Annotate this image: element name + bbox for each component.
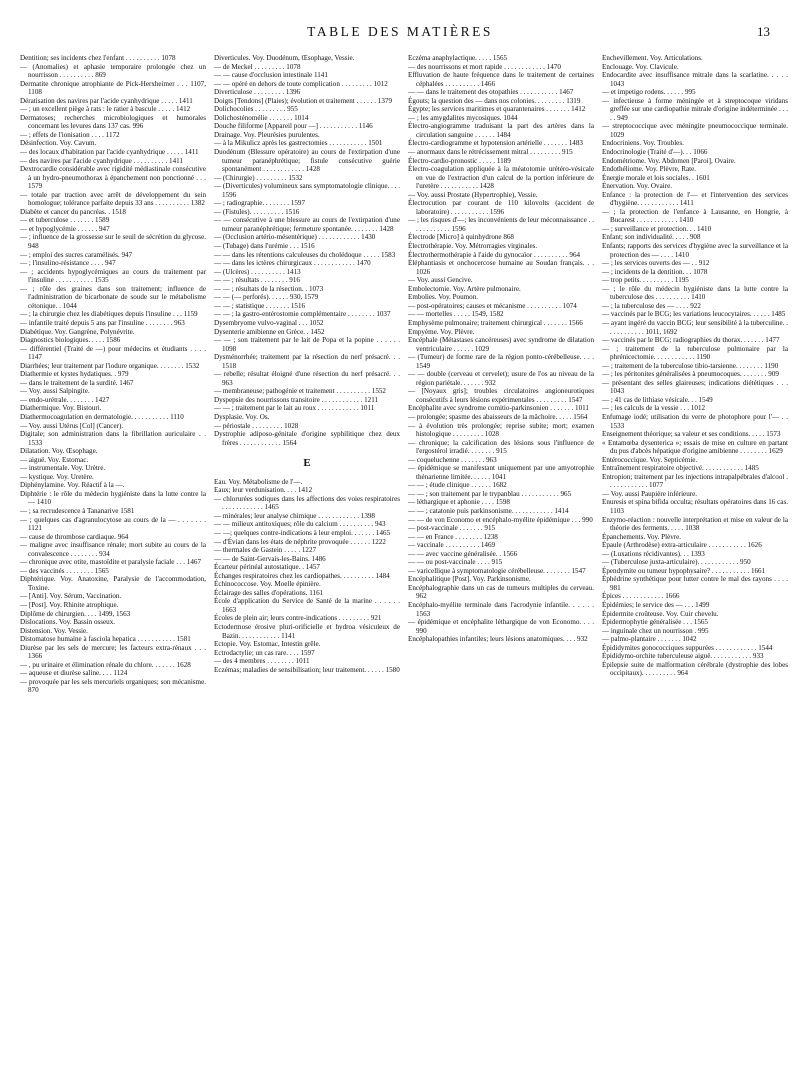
- index-entry: Diathermocoagulation en dermatologie. . . . . . . . . . . 1110: [20, 412, 184, 421]
- index-entry: — (Luxations récidivantes). . . 1393: [602, 549, 705, 558]
- index-entry: — ; la tuberculose des — . . . . 922: [602, 301, 701, 310]
- index-entry: Enfant; son individualité. . . . . 908: [602, 233, 701, 242]
- index-entry: Ectodermose érosive pluri-orificielle et hydroa vésiculeux de Bazin. . . . . . . . . . . . 1141: [214, 623, 400, 640]
- index-entry: — [Post]. Voy. Rhinite atrophique.: [20, 601, 119, 609]
- page-header: [0, 22, 800, 44]
- index-entry: — Voy. aussi Salpingite.: [20, 387, 90, 396]
- index-entry: — (Anomalies) et aphasie temporaire prolongée chez un nourrisson . . . . . . . . . . 869: [20, 62, 206, 80]
- index-entry: Ectopie. Voy. Estomac, Intestin grêle.: [214, 640, 321, 649]
- index-entry: — post-vaccinale . . . . . . . 915: [408, 524, 496, 533]
- index-entry: Embolectomie. Voy. Artère pulmonaire.: [408, 284, 521, 293]
- index-entry: Ectrodactylie; un cas rare. . . . 1597: [214, 648, 315, 657]
- index-entry: — — dans les rétentions calculeuses du cholédoque . . . . . 1583: [214, 250, 396, 259]
- page-number: 13: [757, 24, 770, 39]
- index-entry: — cause de thrombose cardiaque. 964: [20, 532, 129, 541]
- index-entry: — vaccinés par le BCG; radiographies du thorax. . . . . . . 1477: [602, 336, 780, 345]
- index-entry: — et tuberculose . . . . . . . 1589: [20, 216, 110, 225]
- index-entry: Électro-cardio-pronostic . . . . . 1189: [408, 156, 511, 165]
- index-entry: Électrode [Micro] à quinhydrone 868: [408, 233, 514, 242]
- index-entry: — ; la protection de l'enfance à Lausanne, en Hongrie, à Bucarest . . . . . . . . . . . . 1410: [602, 207, 788, 225]
- index-entry: Dystrophie adiposo-génitale d'origine syphilitique chez deux frères . . . . . . . . . . . . 1564: [214, 430, 400, 447]
- index-entry: Épendymite ou tumeur hypophysaire? . . . . . . . . . . . 1661: [602, 566, 766, 575]
- index-entry: Égouts; la question des — dans nos colonies. . . . . . . . . 1319: [408, 96, 581, 105]
- index-entry: — ayant ingéré du vaccin BCG; leur sensibilité à la tuberculine. . . . . . . . . . . . 1011, 1692: [602, 318, 788, 336]
- index-entry: — prolongée; spasme des abaisseurs de la mâchoire. . . . . 1564: [408, 412, 588, 421]
- index-entry: Enzymo-réaction : nouvelle interprétation et mise en valeur de la théorie des ferments. . . . . 1038: [602, 515, 788, 533]
- index-entry: — — double (cerveau et cervelet); usure de l'os au niveau de la région pariétale. . . . . . . 932: [408, 370, 594, 387]
- index-entry: — trop petits. . . . . . . . . . 1195: [602, 276, 689, 285]
- index-entry: Épididymo-orchite tuberculeuse aiguë. . . . . . . . . . . . 933: [602, 652, 764, 661]
- index-entry: — aiguë. Voy. Estomac.: [20, 455, 89, 464]
- index-entry: Dyspepsie des nourrissons transitoire . . . . . . . . . . . . 1211: [214, 395, 379, 404]
- index-entry: — minérales; leur analyse chimique . . . . . . . . . . . . 1398: [214, 511, 375, 520]
- section-letter: E: [303, 457, 311, 470]
- index-entry: Diathermie et kystes hydatiques. . 979: [20, 370, 129, 379]
- index-entry: — ; emploi des sucres caramélisés. 947: [20, 250, 133, 259]
- index-entry: Encéphalite avec syndrome comitio-parkinsonien . . . . . . . 1011: [408, 404, 589, 413]
- index-entry: Diabétique. Voy. Gangrène, Polynévrite.: [20, 327, 135, 336]
- index-entry: Enfance : la protection de l'— et l'intervention des services d'hygiène. . . . . . . . . . . . 1411: [602, 190, 788, 208]
- index-entry: — (Diverticules) volumineux sans symptomatologie clinique. . . . 1596: [214, 182, 400, 199]
- index-entry: Diplôme de chirurgien. . . . 1499, 1563: [20, 609, 131, 618]
- index-entry: Enseignement théorique; sa valeur et ses conditions. . . . . 1573: [602, 430, 781, 439]
- index-entry: — —; quelques contre-indications à leur emploi. . . . . . . 1465: [214, 528, 391, 537]
- index-entry: — ; les calculs de la vessie . . . 1012: [602, 404, 706, 413]
- index-entry: Distension. Voy. Vessie.: [20, 626, 88, 635]
- index-entry: — ; les risques d'—; les inconvénients de leur méconnaissance . . . . . . . . . . . . 1596: [408, 216, 594, 233]
- index-entry: Encéphalitique [Post]. Voy. Parkinsonisme.: [408, 575, 531, 584]
- index-entry: Dysenterie amibienne en Grèce. . 1452: [214, 327, 325, 336]
- index-entry: Énervation. Voy. Ovaire.: [602, 182, 673, 191]
- index-entry: — inguinale chez un nourrisson . 995: [602, 626, 709, 635]
- index-entry: Écarteur périnéal autostatique. . 1457: [214, 563, 320, 572]
- page-title: TABLE DES MATIÈRES: [307, 24, 493, 39]
- index-entry: Eau. Voy. Métabolisme de l'—.: [214, 477, 303, 486]
- index-entry: Endothéliome. Voy. Plèvre, Rate.: [602, 165, 697, 174]
- index-entry: Électrocution par courant de 110 kilovolts (accident de laboratoire) . . . . . . . . . . . 1596: [408, 199, 594, 216]
- index-entry: « Entamœba dysenterica »; essais de mise en culture en partant du pus d'abcès hépatique d'origine amibienne . . . . . . . . 1629: [602, 438, 788, 456]
- index-entry: École d'application du Service de Santé de la marine . . . . . . 1663: [214, 597, 400, 614]
- index-entry: Dysménorrhée; traitement par la résection du nerf présacré. . . 1518: [214, 353, 400, 370]
- index-entry: — (Tumeur) de forme rare de la région ponto-cérébelleuse. . . . 1549: [408, 353, 594, 370]
- index-entry: Endocardite avec insuffisance mitrale dans la scarlatine. . . . . 1043: [602, 71, 788, 88]
- index-entry: Écoles de plein air; leurs contre-indications . . . . . . . . . 921: [214, 614, 382, 623]
- index-entry: Échinococcose. Voy. Moelle épinière.: [214, 580, 321, 589]
- index-entry: — (Tubage) dans l'urémie . . . 1516: [214, 242, 315, 251]
- index-entry: Électro-angiogramme traduisant la part des artères dans la circulation sanguine . . . . . . 1484: [408, 122, 594, 139]
- index-entry: — — de Saint-Gervais-les-Bains. 1486: [214, 554, 326, 563]
- index-entry: — ; l'insulino-résistance . . . . 947: [20, 259, 116, 268]
- index-entry: — ; traitement de la tuberculose pulmonaire par la phrénicectomie. . . . . . . . . . . . 1190: [602, 344, 788, 362]
- index-entry: — [Noyaux gris]; troubles circulatoires angioneurotiques consécutifs à leurs lésions expérimentales . . . . . . . . . 1547: [408, 387, 594, 404]
- index-entry: Encéphale (Métastases cancéreuses) avec syndrome de dilatation ventriculaire . . . . . . 1029: [408, 336, 594, 353]
- index-entry: — kystique. Voy. Uretère.: [20, 472, 94, 481]
- index-entry: Éléphantiasis et onchocercose humaine au Soudan français. . . 1026: [408, 259, 594, 276]
- index-entry: — — ; statistique . . . . . . . 1516: [214, 301, 306, 310]
- index-entry: Épidémies; le service des — . . . 1499: [602, 601, 710, 609]
- index-entry: — — ; résultats . . . . . . . . 916: [214, 276, 300, 285]
- index-entry: — ; accidents hypoglycémiques au cours du traitement par l'insuline . . . . . . . . . . . 1535: [20, 267, 206, 285]
- index-entry: — instrumentale. Voy. Urètre.: [20, 464, 106, 473]
- index-entry: — de Meckel . . . . . . . . . 1078: [214, 62, 301, 71]
- index-entry: Électro-cardiogramme et hypotension artérielle . . . . . . . 1483: [408, 139, 583, 148]
- index-entry: Dextrocardie considérable avec rigidité médiastinale consécutive à un hydro-pneumothorax à épanchement non ponctionné . . . 1579: [20, 165, 206, 191]
- index-entry: Enfants; rapports des services d'hygiène avec la surveillance et la protection des — . . . . 1410: [602, 242, 788, 259]
- index-entry: Encéphalopathies infantiles; leurs lésions anatomiques. . . . 932: [408, 635, 588, 644]
- index-entry: — — mortelles . . . . . 1549, 1582: [408, 310, 504, 319]
- index-entry: — (Ulcères) . . . . . . . . . . 1413: [214, 267, 301, 276]
- index-entry: — — cause d'occlusion intestinale 1141: [214, 71, 328, 80]
- index-entry: — — ; catatonie puis parkinsonisme. . . . . . . . . . . . 1414: [408, 506, 569, 515]
- index-entry: — infantile traité depuis 5 ans par l'insuline . . . . . . . . 963: [20, 318, 185, 327]
- index-entry: Épilepsie suite de malformation cérébrale (dystrophie des lobes occipitaux). . . . . . . . . . 964: [602, 660, 788, 678]
- index-entry: Duodénum (Blessure opératoire) au cours de l'extirpation d'une tumeur paranéphrétique; fistule consécutive guérie spontanément . . . . . . . . . . . . 1428: [214, 148, 400, 174]
- index-entry: Électrothermothérapie à l'aide du gynocaïor . . . . . . . . . . 964: [408, 250, 581, 259]
- index-entry: — à la Mikulicz après les gastrectomies . . . . . . . . . . . 1501: [214, 139, 383, 148]
- index-entry: Énergie morale et lois sociales. . 1601: [602, 173, 710, 182]
- index-entry: Électro-coagulation appliquée à la méatotomie urétéro-vésicale en vue de l'extraction d'un calcul de la portion inférieure de l'uretère . . . . . . . . . . . 1428: [408, 165, 594, 191]
- index-entry: — (Fistules). . . . . . . . . . 1516: [214, 207, 300, 216]
- index-entry: — à évolution très prolongée; reprise subite; mort; examen histologique . . . . . . . . . 1028: [408, 421, 594, 439]
- index-entry: Eczéma anaphylactique. . . . . 1565: [408, 54, 508, 62]
- index-entry: Épices . . . . . . . . . . . . 1666: [602, 592, 680, 601]
- index-entry: — coqueluchenne . . . . . . . 963: [408, 455, 497, 464]
- index-column-4: [602, 54, 788, 1076]
- index-entry: — ; rôle des graines dans son traitement; influence de l'administration de bicarbonate de soude sur le métabolisme cétonique. . 1044: [20, 284, 206, 310]
- index-entry: Diphénylamine. Voy. Réactif à la —.: [20, 481, 125, 490]
- index-entry: — Voy. aussi Prostate (Hypertrophie), Vessie.: [408, 190, 538, 199]
- index-entry: — — opéré en dehors de toute complication . . . . . . . . . 1012: [214, 79, 388, 88]
- index-entry: Diphtérie : le rôle du médecin hygiéniste dans la lutte contre la — 1410: [20, 489, 206, 507]
- index-entry: — d'Évian dans les états de néphrite provoquée . . . . . . 1222: [214, 537, 386, 546]
- index-entry: — et hypoglycémie . . . . . . 947: [20, 224, 110, 233]
- index-entry: — (Tuberculose juxta-articulaire). . . . . . . . . . . . 950: [602, 558, 751, 567]
- index-entry: Diurèse par les sels de mercure; les facteurs extra-rénaux . . . 1366: [20, 643, 206, 661]
- index-entry: — — ; son traitement par le trypanblau . . . . . . . . . . . 965: [408, 489, 572, 498]
- index-entry: — ; le rôle du médecin hygiéniste dans la lutte contre la tuberculose des . . . . . . . . . . 1410: [602, 284, 788, 302]
- index-entry: — Voy. aussi Gencive.: [408, 276, 473, 285]
- index-entry: Dératisation des navires par l'acide cyanhydrique . . . . . 1411: [20, 96, 193, 105]
- index-entry: — — consécutive à une blessure au cours de l'extirpation d'une tumeur paranéphrétique; fermeture spontanée. . . . . . . . 1428: [214, 216, 400, 233]
- index-entry: Diverticulose . . . . . . . . . 1396: [214, 88, 301, 97]
- index-entry: — présentant des selles glaireuses; indications diététiques . . . 1043: [602, 378, 788, 396]
- index-entry: — chronique; la calcification des lésions sous l'influence de l'ergostérol irradié. . . . . . . . 915: [408, 438, 594, 456]
- index-entry: — — ; son traitement par le lait de Popa et la popine . . . . . . 1098: [214, 336, 400, 353]
- index-entry: Dysembryome vulvo-vaginal . . . 1052: [214, 318, 324, 327]
- index-entry: — — en France . . . . . . . . 1238: [408, 532, 498, 541]
- index-entry: Doigts [Tendons] (Plaies); évolution et traitement . . . . . . 1379: [214, 96, 392, 105]
- index-entry: — rebelle; résultat éloigné d'une résection du nerf présacré. . . 963: [214, 370, 400, 387]
- index-entry: — épidémique et encéphalite léthargique de von Economo. . . . 990: [408, 618, 594, 635]
- index-entry: Endocrinologie (Traité d'—). . . 1066: [602, 148, 708, 157]
- index-entry: Désinfection. Voy. Cavum.: [20, 139, 97, 148]
- index-entry: — vaccinés par le BCG; les variations leucocytaires. . . . . . 1485: [602, 310, 786, 319]
- index-entry: Éphédrine synthétique pour lutter contre le mal des rayons . . . . 981: [602, 575, 788, 592]
- index-entry: Entraînement respiratoire objectivé. . . . . . . . . . . . 1485: [602, 464, 759, 473]
- index-entry: — (Occlusion artério-mésentérique) . . . . . . . . . . . . 1430: [214, 233, 376, 242]
- index-entry: Électrothérapie. Voy. Métrorragies virginales.: [408, 242, 538, 251]
- index-entry: Dilatation. Voy. Œsophage.: [20, 447, 98, 456]
- index-entry: Endocriniens. Voy. Troubles.: [602, 139, 684, 148]
- index-entry: Épididymites gonococciques suppurées . . . . . . . . . . . . 1544: [602, 643, 773, 652]
- index-entry: — ; influence de la grossesse sur le seuil de sécrétion du glycose. 948: [20, 233, 206, 251]
- index-entry: Diagnostics biologiques. . . . . 1586: [20, 336, 121, 345]
- index-entry: Entropion; traitement par les injections intrapalpébrales d'alcool . . . . . . . . . . . . 1077: [602, 472, 788, 490]
- index-entry: Emphysème pulmonaire; traitement chirurgical . . . . . . . 1566: [408, 318, 583, 327]
- index-entry: — (Chirurgie) . . . . . . . . . 1532: [214, 173, 303, 182]
- index-entry: — — ; résultats de la résection. . 1073: [214, 284, 324, 293]
- index-entry: — épidémique se manifestant uniquement par une amyotrophie thénarienne limitée. . . . . . 1041: [408, 464, 594, 481]
- index-entry: — infectieuse à forme méningée et à streptocoque viridans greffée sur une cardiopathie mitrale d'origine indéterminée . . . . . 949: [602, 96, 788, 122]
- index-entry: Diarrhées; leur traitement par l'iodure organique. . . . . . . . 1532: [20, 361, 200, 370]
- index-entry: Effluvation de haute fréquence dans le traitement de certaines céphalées . . . . . . . . . . 1466: [408, 71, 594, 88]
- index-entry: — [Anti]. Voy. Sérum, Vaccination.: [20, 592, 122, 601]
- index-entry: Eczémas; maladies de sensibilisation; leur traitement. . . . . . 1580: [214, 665, 400, 674]
- index-entry: Épanchements. Voy. Plèvre.: [602, 532, 682, 541]
- index-entry: — ; quelques cas d'agranulocytose au cours de la — . . . . . . . 1121: [20, 515, 206, 533]
- index-entry: — chlorurées sodiques dans les affections des voies respiratoires . . . . . . . . . . . . 1465: [214, 494, 400, 512]
- index-entry: — — dans le traitement des otopathies . . . . . . . . . . . 1467: [408, 88, 574, 97]
- index-entry: — aqueuse et diurèse saline. . . . 1124: [20, 669, 128, 678]
- index-entry: — ; la chirurgie chez les diabétiques depuis l'insuline . . . 1159: [20, 310, 198, 319]
- index-entry: — palmo-plantaire . . . . . . . 1042: [602, 635, 697, 644]
- index-entry: Douche filiforme [Appareil pour —] . . . . . . . . . . . 1146: [214, 122, 373, 131]
- index-entry: Dermatite chronique atrophiante de Pick-Herxheimer . . . 1107, 1108: [20, 79, 206, 97]
- index-entry: — chronique avec otite, mastoïdite et paralysie faciale . . . 1467: [20, 558, 202, 567]
- index-entry: — — ou post-vaccinale . . . . 915: [408, 558, 503, 567]
- index-entry: — streptococcique avec méningite pneumococcique terminale. 1029: [602, 122, 788, 139]
- index-entry: — varicellique à symptomatologie cérébelleuse. . . . . . . . 1547: [408, 566, 586, 575]
- index-entry: Éclairage des salles d'opérations. 1161: [214, 588, 324, 597]
- index-entry: Diathermique. Voy. Bistouri.: [20, 404, 102, 413]
- index-entry: — membraneuse; pathogénie et traitement . . . . . . . . . . 1552: [214, 387, 386, 396]
- index-entry: Dislocations. Voy. Bassin osseux.: [20, 618, 116, 627]
- index-entry: Diverticules. Voy. Duodénum, Œsophage, Vessie.: [214, 54, 355, 62]
- index-entry: Digitale; son administration dans la fibrillation auriculaire . . 1533: [20, 430, 206, 447]
- index-entry: — ; effets de l'ionisation . . . . 1172: [20, 130, 120, 139]
- index-entry: — ; les amygdalites mycosiques. 1044: [408, 113, 518, 122]
- index-entry: — ; les services ouverts des — . . 912: [602, 259, 710, 268]
- index-entry: Entérococcique. Voy. Septicémie.: [602, 455, 698, 464]
- index-entry: — anormaux dans le rétrécissement mitral . . . . . . . . . 915: [408, 148, 573, 157]
- index-entry: — ; sa recrudescence à Tananarive 1581: [20, 506, 135, 515]
- index-column-1: [20, 54, 206, 1076]
- index-entry: Endométriome. Voy. Abdomen [Paroi], Ovaire.: [602, 156, 736, 165]
- index-entry: Dolichosténomélie . . . . . . . 1014: [214, 113, 309, 122]
- index-entry: — des locaux d'habitation par l'acide cyanhydrique . . . . . 1411: [20, 148, 199, 157]
- index-entry: Diabète et cancer du pancréas. . 1518: [20, 207, 126, 216]
- index-entry: Dermatoses; recherches microbiologiques et humorales concernant les levures dans 137 cas. 996: [20, 113, 206, 131]
- index-entry: — — ; la gastro-entérostomie complémentaire . . . . . . . . 1037: [214, 310, 391, 319]
- index-entry: Épidermophytie généralisée . . . 1565: [602, 618, 708, 627]
- index-entry: — et impetigo rodens. . . . . . 995: [602, 88, 696, 97]
- index-entry: Distomatose humaine à fasciola hepatica . . . . . . . . . . . 1581: [20, 635, 191, 644]
- index-entry: — — dans les ictères chirurgicaux . . . . . . . . . . . . 1470: [214, 259, 371, 268]
- index-entry: Dysplasie. Voy. Os.: [214, 412, 270, 421]
- index-entry: — ; traitement de la tuberculose tibio-tarsienne. . . . . . . . 1190: [602, 361, 779, 370]
- index-entry: — ; un excellent piège à rats : le ratier à bascule . . . . . 1412: [20, 105, 191, 114]
- index-entry: — des nourrissons et mort rapide . . . . . . . . . . . . 1470: [408, 62, 561, 71]
- index-entry: — dans le traitement de la surdité. 1467: [20, 378, 134, 387]
- index-entry: — maligne avec insuffisance rénale; mort subite au cours de la convalescence . . . . . . . . 934: [20, 541, 206, 558]
- index-entry: — ; les péritonites généralisées à pneumocoques. . . . . . . . 909: [602, 370, 779, 379]
- index-entry: Diphtérique. Voy. Anatoxine, Paralysie de l'accommodation, Toxine.: [20, 575, 206, 592]
- index-entry: — périostale . . . . . . . . . 1028: [214, 421, 299, 430]
- index-entry: — des navires par l'acide cyanhydrique . . . . . . . . . . 1411: [20, 156, 183, 165]
- index-entry: Encéphalo-myélite terminale dans l'acrodynie infantile. . . . . . 1563: [408, 601, 594, 618]
- index-entry: — provoquée par les sels mercuriels organiques; son mécanisme. 870: [20, 677, 206, 695]
- index-entry: — thermales de Gastein . . . . . 1227: [214, 546, 317, 555]
- index-entry: Enuresis et spina bifida occulta; résultats opératoires dans 16 cas. 1103: [602, 498, 788, 515]
- index-entry: — — avec vaccine généralisée. . 1566: [408, 549, 518, 558]
- index-entry: Embolies. Voy. Poumon.: [408, 293, 479, 302]
- index-column-2: [214, 54, 400, 1076]
- index-entry: Épaule (Arthrodèse) extra-articulaire . . . . . . . . . . . 1626: [602, 541, 762, 550]
- index-entry: — vaccinale . . . . . . . . . . 1469: [408, 541, 496, 550]
- index-entry: Enclouage. Voy. Clavicule.: [602, 62, 679, 71]
- index-entry: — ; surveillance et protection. . . 1410: [602, 224, 712, 233]
- index-entry: Empyème. Voy. Plèvre.: [408, 327, 475, 336]
- index-columns: [20, 54, 788, 1076]
- index-entry: Drainage. Voy. Pleurésies purulentes.: [214, 130, 320, 139]
- index-entry: — ; radiographie. . . . . . . . 1597: [214, 199, 306, 208]
- index-entry: — différentiel (Traité de —) pour médecins et étudiants . . . . 1147: [20, 344, 206, 362]
- index-entry: Encéphalographie dans un cas de tumeurs multiples du cerveau. 962: [408, 583, 594, 601]
- index-entry: Épidermite croûteuse. Voy. Cuir chevelu.: [602, 609, 719, 618]
- index-entry: — totale par traction avec arrêt de développement du sein homologue; tolérance parfaite depuis 33 ans . . . . . . . . . . 1382: [20, 190, 206, 208]
- index-entry: — — de von Economo et encéphalo-myélite épidémique . . . 990: [408, 515, 593, 524]
- index-entry: — — ; traitement par le lait au roux . . . . . . . . . . . . 1011: [214, 404, 375, 413]
- index-entry: — — (— perforés). . . . . . 930, 1579: [214, 293, 319, 302]
- index-entry: — , pu urinaire et élimination rénale du chlore. . . . . . . 1628: [20, 660, 191, 669]
- index-entry: — — ; étude clinique . . . . . . 1682: [408, 481, 507, 490]
- index-entry: — des vaccinés . . . . . . . . 1565: [20, 566, 109, 575]
- index-entry: — — milieux antitoxiques; rôle du calcium . . . . . . . . . . 943: [214, 520, 386, 529]
- index-entry: — ; 41 cas de lithiase vésicale. . . 1549: [602, 395, 713, 404]
- index-entry: — des 4 membres . . . . . . . . 1011: [214, 657, 310, 666]
- index-entry: Échanges respiratoires chez les cardiopathes. . . . . . . . . . 1484: [214, 571, 390, 580]
- index-entry: — léthargique et aphonie . . . . 1598: [408, 498, 510, 507]
- index-entry: Enfumage iodé; utilisation du verre de photophore pour l'— . . 1533: [602, 412, 788, 430]
- index-entry: — ; incidents de la dentition. . . 1078: [602, 267, 708, 276]
- index-entry: Dolichocolies . . . . . . . . . 955: [214, 105, 298, 114]
- index-entry: Dentition; ses incidents chez l'enfant . . . . . . . . . . 1078: [20, 54, 176, 62]
- index-entry: — Voy. aussi Paupière inférieure.: [602, 489, 698, 498]
- index-entry: — endo-urétrale. . . . . . . . 1427: [20, 395, 110, 404]
- index-entry: — Voy. aussi Utérus [Col] (Cancer).: [20, 421, 124, 430]
- index-entry: Enchevillement. Voy. Articulations.: [602, 54, 703, 62]
- index-entry: Égypte; les services maritimes et quarantenaires . . . . . . . 1412: [408, 105, 586, 114]
- index-column-3: [408, 54, 594, 1076]
- index-entry: Eaux; leur verdunisation. . . . 1412: [214, 486, 313, 495]
- index-entry: — post-opératoires; causes et mécanisme . . . . . . . . . . 1074: [408, 301, 577, 310]
